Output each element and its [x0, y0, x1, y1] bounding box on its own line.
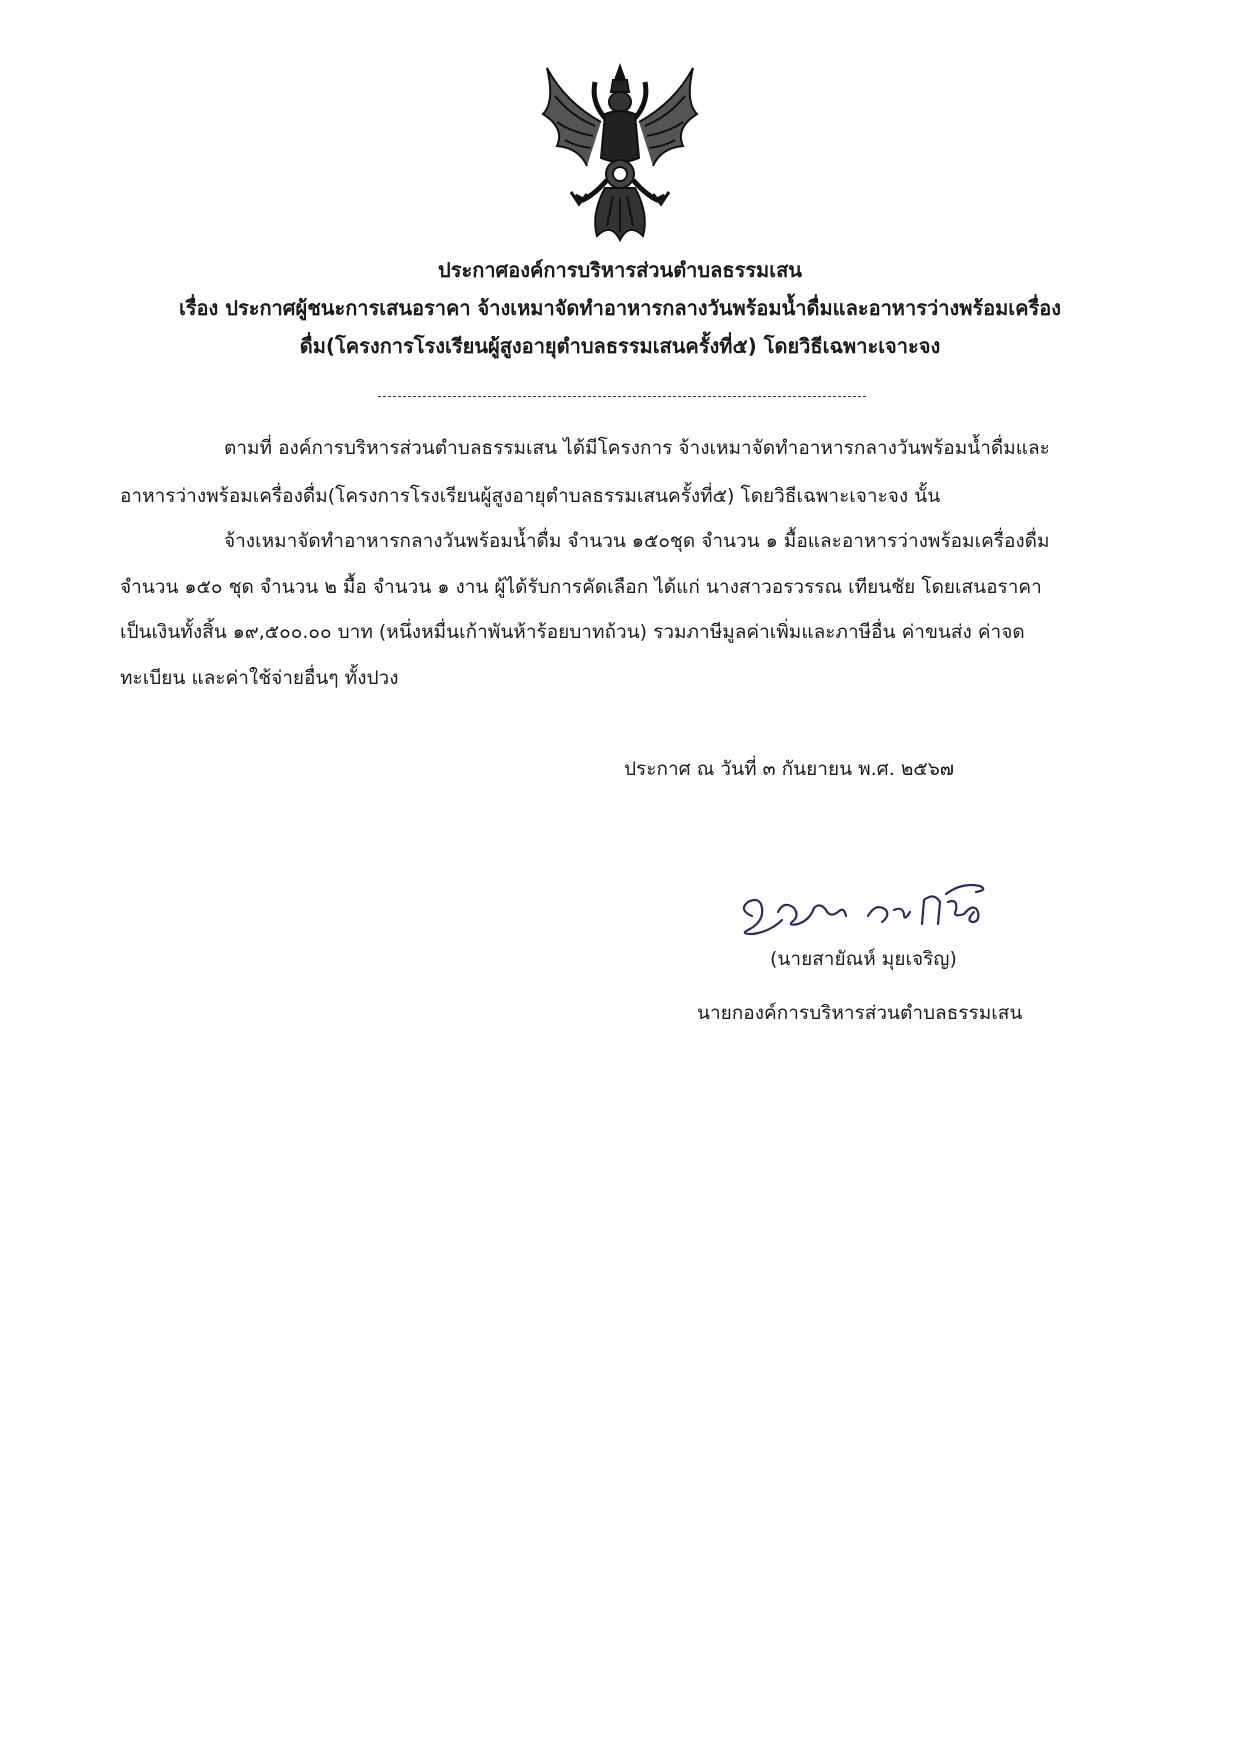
garuda-emblem-icon: [535, 62, 705, 242]
announcement-subject-line1: เรื่อง ประกาศผู้ชนะการเสนอราคา จ้างเหมาจัดทำอาหารกลางวันพร้อมน้ำดื่มและอาหารว่างพร้อมเครื่อง: [178, 296, 1062, 320]
handwritten-signature-icon: [718, 872, 1008, 942]
paragraph2-line4: ทะเบียน และค่าใช้จ่ายอื่นๆ ทั้งปวง: [120, 667, 399, 689]
section-divider: [378, 396, 866, 397]
announcement-subject-line2: ดื่ม(โครงการโรงเรียนผู้สูงอายุตำบลธรรมเสนครั้งที่๕) โดยวิธีเฉพาะเจาะจง: [299, 334, 941, 358]
paragraph1-line1: ตามที่ องค์การบริหารส่วนตำบลธรรมเสน ได้มีโครงการ จ้างเหมาจัดทำอาหารกลางวันพร้อมน้ำดื่มและ: [224, 437, 1050, 459]
announcement-date: ประกาศ ณ วันที่ ๓ กันยายน พ.ศ. ๒๕๖๗: [624, 758, 955, 780]
paragraph1-line2: อาหารว่างพร้อมเครื่องดื่ม(โครงการโรงเรียนผู้สูงอายุตำบลธรรมเสนครั้งที่๕) โดยวิธีเฉพาะเจาะจง นั้น: [120, 485, 941, 507]
paragraph2-line2: จำนวน ๑๕๐ ชุด จำนวน ๒ มื้อ จำนวน ๑ งาน ผู้ได้รับการคัดเลือก ได้แก่ นางสาวอรวรรณ เทียนชัย โดยเสนอราคา: [120, 576, 1042, 598]
paragraph2-line1: จ้างเหมาจัดทำอาหารกลางวันพร้อมน้ำดื่ม จำนวน ๑๕๐ชุด จำนวน ๑ มื้อและอาหารว่างพร้อมเครื่องดื่ม: [224, 530, 1050, 552]
signer-name: (นายสายัณห์ มุยเจริญ): [770, 948, 957, 970]
announcement-title: ประกาศองค์การบริหารส่วนตำบลธรรมเสน: [438, 258, 802, 282]
paragraph2-line3: เป็นเงินทั้งสิ้น ๑๙,๕๐๐.๐๐ บาท (หนึ่งหมื่นเก้าพันห้าร้อยบาทถ้วน) รวมภาษีมูลค่าเพิ่มและภาษีอื่น ค่าขนส่ง ค่าจด: [120, 621, 1025, 643]
signer-position: นายกองค์การบริหารส่วนตำบลธรรมเสน: [697, 1002, 1023, 1024]
